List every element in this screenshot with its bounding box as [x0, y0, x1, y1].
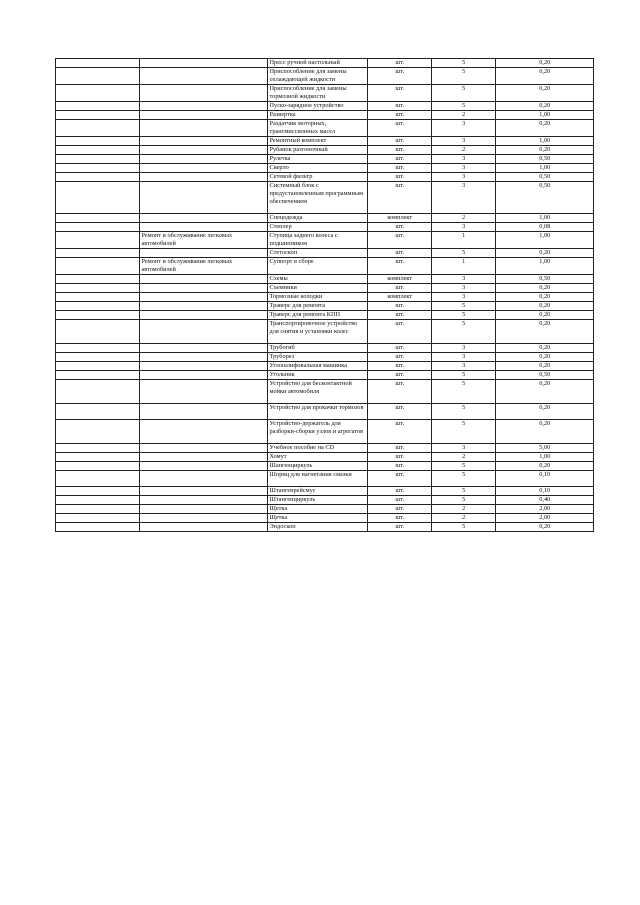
unit-cell: шт.: [368, 444, 432, 453]
coefficient-cell: 0,20: [496, 68, 594, 85]
quantity-cell: 3: [432, 362, 496, 371]
quantity-cell: 3: [432, 137, 496, 146]
empty-cell: [56, 353, 140, 362]
table-row: [56, 68, 594, 85]
coefficient-cell: 0,20: [496, 302, 594, 311]
item-name-cell: Ремонтный комплект: [268, 137, 368, 146]
unit-cell: шт.: [368, 111, 432, 120]
item-name-cell: Степлер: [268, 223, 368, 232]
quantity-cell: 5: [432, 59, 496, 68]
coefficient-cell: 0,08: [496, 223, 594, 232]
item-name-cell: Суппорт в сборе: [268, 258, 368, 275]
coefficient-cell: 0,20: [496, 59, 594, 68]
unit-cell: комплект: [368, 214, 432, 223]
empty-cell: [56, 146, 140, 155]
unit-cell: шт.: [368, 164, 432, 173]
quantity-cell: 2: [432, 514, 496, 523]
table-row: [56, 120, 594, 137]
quantity-cell: 5: [432, 496, 496, 505]
quantity-cell: 3: [432, 275, 496, 284]
section-cell: [140, 496, 268, 505]
empty-cell: [56, 68, 140, 85]
section-cell: [140, 85, 268, 102]
table-row: [56, 249, 594, 258]
table-row: [56, 462, 594, 471]
coefficient-cell: 2,00: [496, 505, 594, 514]
item-name-cell: Сетевой фильтр: [268, 173, 368, 182]
quantity-cell: 2: [432, 505, 496, 514]
empty-cell: [56, 293, 140, 302]
quantity-cell: 3: [432, 444, 496, 453]
table-row: [56, 111, 594, 120]
coefficient-cell: 1,00: [496, 214, 594, 223]
unit-cell: шт.: [368, 487, 432, 496]
equipment-table: [55, 58, 594, 532]
table-row: [56, 404, 594, 420]
item-name-cell: Эндоскоп: [268, 523, 368, 532]
coefficient-cell: 0,20: [496, 85, 594, 102]
unit-cell: шт.: [368, 85, 432, 102]
coefficient-cell: 0,20: [496, 362, 594, 371]
empty-cell: [56, 320, 140, 344]
quantity-cell: 5: [432, 311, 496, 320]
empty-cell: [56, 232, 140, 249]
coefficient-cell: 0,20: [496, 311, 594, 320]
unit-cell: шт.: [368, 362, 432, 371]
quantity-cell: 5: [432, 523, 496, 532]
table-row: [56, 344, 594, 353]
item-name-cell: Угольник: [268, 371, 368, 380]
item-name-cell: Щетка: [268, 514, 368, 523]
table-row: [56, 496, 594, 505]
quantity-cell: 3: [432, 353, 496, 362]
coefficient-cell: 0,50: [496, 173, 594, 182]
empty-cell: [56, 523, 140, 532]
section-cell: [140, 462, 268, 471]
coefficient-cell: 0,50: [496, 275, 594, 284]
section-cell: [140, 523, 268, 532]
table-row: [56, 380, 594, 404]
table-row: [56, 59, 594, 68]
quantity-cell: 5: [432, 420, 496, 444]
section-cell: [140, 444, 268, 453]
coefficient-cell: 0,20: [496, 102, 594, 111]
item-name-cell: Приспособление для замены тормозной жидкости: [268, 85, 368, 102]
empty-cell: [56, 420, 140, 444]
empty-cell: [56, 173, 140, 182]
item-name-cell: Стетоскоп: [268, 249, 368, 258]
section-cell: [140, 311, 268, 320]
item-name-cell: Траверс для ремонта: [268, 302, 368, 311]
empty-cell: [56, 344, 140, 353]
quantity-cell: 5: [432, 320, 496, 344]
quantity-cell: 3: [432, 293, 496, 302]
unit-cell: шт.: [368, 404, 432, 420]
quantity-cell: 1: [432, 232, 496, 249]
coefficient-cell: 0,20: [496, 320, 594, 344]
table-row: [56, 311, 594, 320]
item-name-cell: Учебное пособие на CD: [268, 444, 368, 453]
quantity-cell: 1: [432, 258, 496, 275]
unit-cell: шт.: [368, 453, 432, 462]
table-row: [56, 155, 594, 164]
section-cell: [140, 453, 268, 462]
section-cell: [140, 146, 268, 155]
coefficient-cell: 0,20: [496, 380, 594, 404]
section-cell: Ремонт и обслуживание легковых автомобилей: [140, 258, 268, 275]
table-row: [56, 444, 594, 453]
unit-cell: шт.: [368, 59, 432, 68]
item-name-cell: Устройство для бесконтактной мойки автомобиля: [268, 380, 368, 404]
section-cell: [140, 120, 268, 137]
table-row: [56, 102, 594, 111]
section-cell: [140, 137, 268, 146]
coefficient-cell: 0,10: [496, 487, 594, 496]
quantity-cell: 5: [432, 102, 496, 111]
unit-cell: шт.: [368, 182, 432, 214]
item-name-cell: Пресс ручной настольный: [268, 59, 368, 68]
empty-cell: [56, 223, 140, 232]
unit-cell: шт.: [368, 514, 432, 523]
unit-cell: шт.: [368, 380, 432, 404]
quantity-cell: 3: [432, 182, 496, 214]
section-cell: [140, 223, 268, 232]
coefficient-cell: 0,20: [496, 420, 594, 444]
quantity-cell: 3: [432, 223, 496, 232]
section-cell: [140, 249, 268, 258]
empty-cell: [56, 249, 140, 258]
coefficient-cell: 0,50: [496, 182, 594, 214]
unit-cell: шт.: [368, 471, 432, 487]
section-cell: [140, 173, 268, 182]
empty-cell: [56, 487, 140, 496]
section-cell: [140, 102, 268, 111]
unit-cell: шт.: [368, 120, 432, 137]
item-name-cell: Тормозные колодки: [268, 293, 368, 302]
unit-cell: шт.: [368, 523, 432, 532]
table-row: [56, 371, 594, 380]
empty-cell: [56, 311, 140, 320]
unit-cell: шт.: [368, 173, 432, 182]
coefficient-cell: 0,20: [496, 523, 594, 532]
quantity-cell: 5: [432, 487, 496, 496]
item-name-cell: Транспортировочное устройство для снятия и установки колес: [268, 320, 368, 344]
empty-cell: [56, 155, 140, 164]
item-name-cell: Съемники: [268, 284, 368, 293]
table-row: [56, 514, 594, 523]
empty-cell: [56, 275, 140, 284]
quantity-cell: 3: [432, 155, 496, 164]
coefficient-cell: 1,00: [496, 111, 594, 120]
coefficient-cell: 0,20: [496, 404, 594, 420]
coefficient-cell: 0,10: [496, 471, 594, 487]
table-row: [56, 353, 594, 362]
quantity-cell: 5: [432, 85, 496, 102]
unit-cell: шт.: [368, 258, 432, 275]
unit-cell: шт.: [368, 320, 432, 344]
item-name-cell: Устройство для прокачки тормозов: [268, 404, 368, 420]
item-name-cell: Устройство-держатель для разборки-сборки узлов и агрегатов: [268, 420, 368, 444]
coefficient-cell: 0,50: [496, 371, 594, 380]
item-name-cell: Штангенциркуль: [268, 496, 368, 505]
quantity-cell: 5: [432, 471, 496, 487]
coefficient-cell: 0,20: [496, 353, 594, 362]
item-name-cell: Щетка: [268, 505, 368, 514]
item-name-cell: Пуско-зарядное устройство: [268, 102, 368, 111]
item-name-cell: Развертка: [268, 111, 368, 120]
section-cell: [140, 380, 268, 404]
table-row: [56, 232, 594, 249]
table-row: [56, 487, 594, 496]
empty-cell: [56, 284, 140, 293]
item-name-cell: Раздатчик моторных, трансмиссионных масел: [268, 120, 368, 137]
section-cell: [140, 293, 268, 302]
empty-cell: [56, 444, 140, 453]
unit-cell: шт.: [368, 344, 432, 353]
section-cell: [140, 420, 268, 444]
unit-cell: шт.: [368, 137, 432, 146]
item-name-cell: Штангенрейсмус: [268, 487, 368, 496]
section-cell: [140, 59, 268, 68]
section-cell: [140, 487, 268, 496]
coefficient-cell: 0,40: [496, 496, 594, 505]
quantity-cell: 2: [432, 453, 496, 462]
item-name-cell: Ступица заднего колеса с подшипником: [268, 232, 368, 249]
table-row: [56, 137, 594, 146]
section-cell: [140, 164, 268, 173]
quantity-cell: 3: [432, 173, 496, 182]
unit-cell: шт.: [368, 223, 432, 232]
empty-cell: [56, 302, 140, 311]
table-row: [56, 302, 594, 311]
quantity-cell: 2: [432, 214, 496, 223]
section-cell: [140, 302, 268, 311]
section-cell: [140, 68, 268, 85]
section-cell: [140, 371, 268, 380]
section-cell: [140, 344, 268, 353]
coefficient-cell: 0,20: [496, 293, 594, 302]
item-name-cell: Шприц для нагнетания смазки: [268, 471, 368, 487]
section-cell: [140, 111, 268, 120]
unit-cell: шт.: [368, 249, 432, 258]
item-name-cell: Труборез: [268, 353, 368, 362]
table-row: [56, 453, 594, 462]
empty-cell: [56, 453, 140, 462]
unit-cell: шт.: [368, 68, 432, 85]
empty-cell: [56, 404, 140, 420]
empty-cell: [56, 59, 140, 68]
section-cell: [140, 182, 268, 214]
empty-cell: [56, 514, 140, 523]
coefficient-cell: 1,00: [496, 164, 594, 173]
unit-cell: шт.: [368, 496, 432, 505]
unit-cell: шт.: [368, 146, 432, 155]
coefficient-cell: 1,00: [496, 258, 594, 275]
item-name-cell: Приспособление для замены охлаждающей жидкости: [268, 68, 368, 85]
item-name-cell: Системный блок с предустановленным программным обеспечением: [268, 182, 368, 214]
table-row: [56, 505, 594, 514]
coefficient-cell: 0,20: [496, 120, 594, 137]
empty-cell: [56, 214, 140, 223]
table-row: [56, 284, 594, 293]
section-cell: [140, 362, 268, 371]
empty-cell: [56, 462, 140, 471]
table-row: [56, 362, 594, 371]
table-row: [56, 258, 594, 275]
table-row: [56, 182, 594, 214]
table-row: [56, 293, 594, 302]
unit-cell: шт.: [368, 420, 432, 444]
section-cell: [140, 155, 268, 164]
quantity-cell: 2: [432, 111, 496, 120]
empty-cell: [56, 102, 140, 111]
unit-cell: шт.: [368, 462, 432, 471]
table-row: [56, 85, 594, 102]
table-row: [56, 471, 594, 487]
empty-cell: [56, 505, 140, 514]
unit-cell: шт.: [368, 505, 432, 514]
table-row: [56, 223, 594, 232]
coefficient-cell: 1,00: [496, 137, 594, 146]
quantity-cell: 5: [432, 462, 496, 471]
unit-cell: шт.: [368, 353, 432, 362]
quantity-cell: 3: [432, 284, 496, 293]
item-name-cell: Углошлифовальная машинка: [268, 362, 368, 371]
empty-cell: [56, 258, 140, 275]
unit-cell: шт.: [368, 232, 432, 249]
table-row: [56, 420, 594, 444]
quantity-cell: 3: [432, 120, 496, 137]
coefficient-cell: 1,00: [496, 232, 594, 249]
empty-cell: [56, 111, 140, 120]
unit-cell: комплект: [368, 293, 432, 302]
table-row: [56, 275, 594, 284]
section-cell: [140, 284, 268, 293]
section-cell: [140, 471, 268, 487]
table-row: [56, 320, 594, 344]
section-cell: [140, 353, 268, 362]
section-cell: [140, 275, 268, 284]
unit-cell: шт.: [368, 302, 432, 311]
coefficient-cell: 0,50: [496, 155, 594, 164]
empty-cell: [56, 362, 140, 371]
section-cell: [140, 505, 268, 514]
unit-cell: шт.: [368, 284, 432, 293]
table-row: [56, 214, 594, 223]
empty-cell: [56, 471, 140, 487]
empty-cell: [56, 85, 140, 102]
item-name-cell: Спецодежда: [268, 214, 368, 223]
coefficient-cell: 5,00: [496, 444, 594, 453]
coefficient-cell: 2,00: [496, 514, 594, 523]
quantity-cell: 5: [432, 249, 496, 258]
quantity-cell: 3: [432, 344, 496, 353]
empty-cell: [56, 164, 140, 173]
quantity-cell: 2: [432, 146, 496, 155]
coefficient-cell: 0,20: [496, 249, 594, 258]
unit-cell: шт.: [368, 311, 432, 320]
unit-cell: шт.: [368, 155, 432, 164]
quantity-cell: 3: [432, 164, 496, 173]
quantity-cell: 5: [432, 404, 496, 420]
coefficient-cell: 1,00: [496, 453, 594, 462]
coefficient-cell: 0,20: [496, 284, 594, 293]
unit-cell: шт.: [368, 102, 432, 111]
item-name-cell: Шангенциркуль: [268, 462, 368, 471]
unit-cell: комплект: [368, 275, 432, 284]
quantity-cell: 5: [432, 371, 496, 380]
item-name-cell: Рубанок разгоночный: [268, 146, 368, 155]
empty-cell: [56, 371, 140, 380]
item-name-cell: Траверс для ремонта КПП: [268, 311, 368, 320]
quantity-cell: 5: [432, 302, 496, 311]
table-row: [56, 146, 594, 155]
unit-cell: шт.: [368, 371, 432, 380]
table-row: [56, 173, 594, 182]
section-cell: [140, 214, 268, 223]
item-name-cell: Хомут: [268, 453, 368, 462]
coefficient-cell: 0,20: [496, 344, 594, 353]
empty-cell: [56, 120, 140, 137]
item-name-cell: Рулетка: [268, 155, 368, 164]
coefficient-cell: 0,20: [496, 462, 594, 471]
item-name-cell: Трубогиб: [268, 344, 368, 353]
empty-cell: [56, 380, 140, 404]
equipment-table-body: [56, 59, 594, 532]
section-cell: [140, 320, 268, 344]
coefficient-cell: 0,20: [496, 146, 594, 155]
empty-cell: [56, 496, 140, 505]
quantity-cell: 5: [432, 380, 496, 404]
table-row: [56, 523, 594, 532]
empty-cell: [56, 182, 140, 214]
section-cell: [140, 514, 268, 523]
section-cell: [140, 404, 268, 420]
section-cell: Ремонт и обслуживание легковых автомобилей: [140, 232, 268, 249]
item-name-cell: Сверло: [268, 164, 368, 173]
item-name-cell: Схемы: [268, 275, 368, 284]
empty-cell: [56, 137, 140, 146]
quantity-cell: 5: [432, 68, 496, 85]
table-row: [56, 164, 594, 173]
